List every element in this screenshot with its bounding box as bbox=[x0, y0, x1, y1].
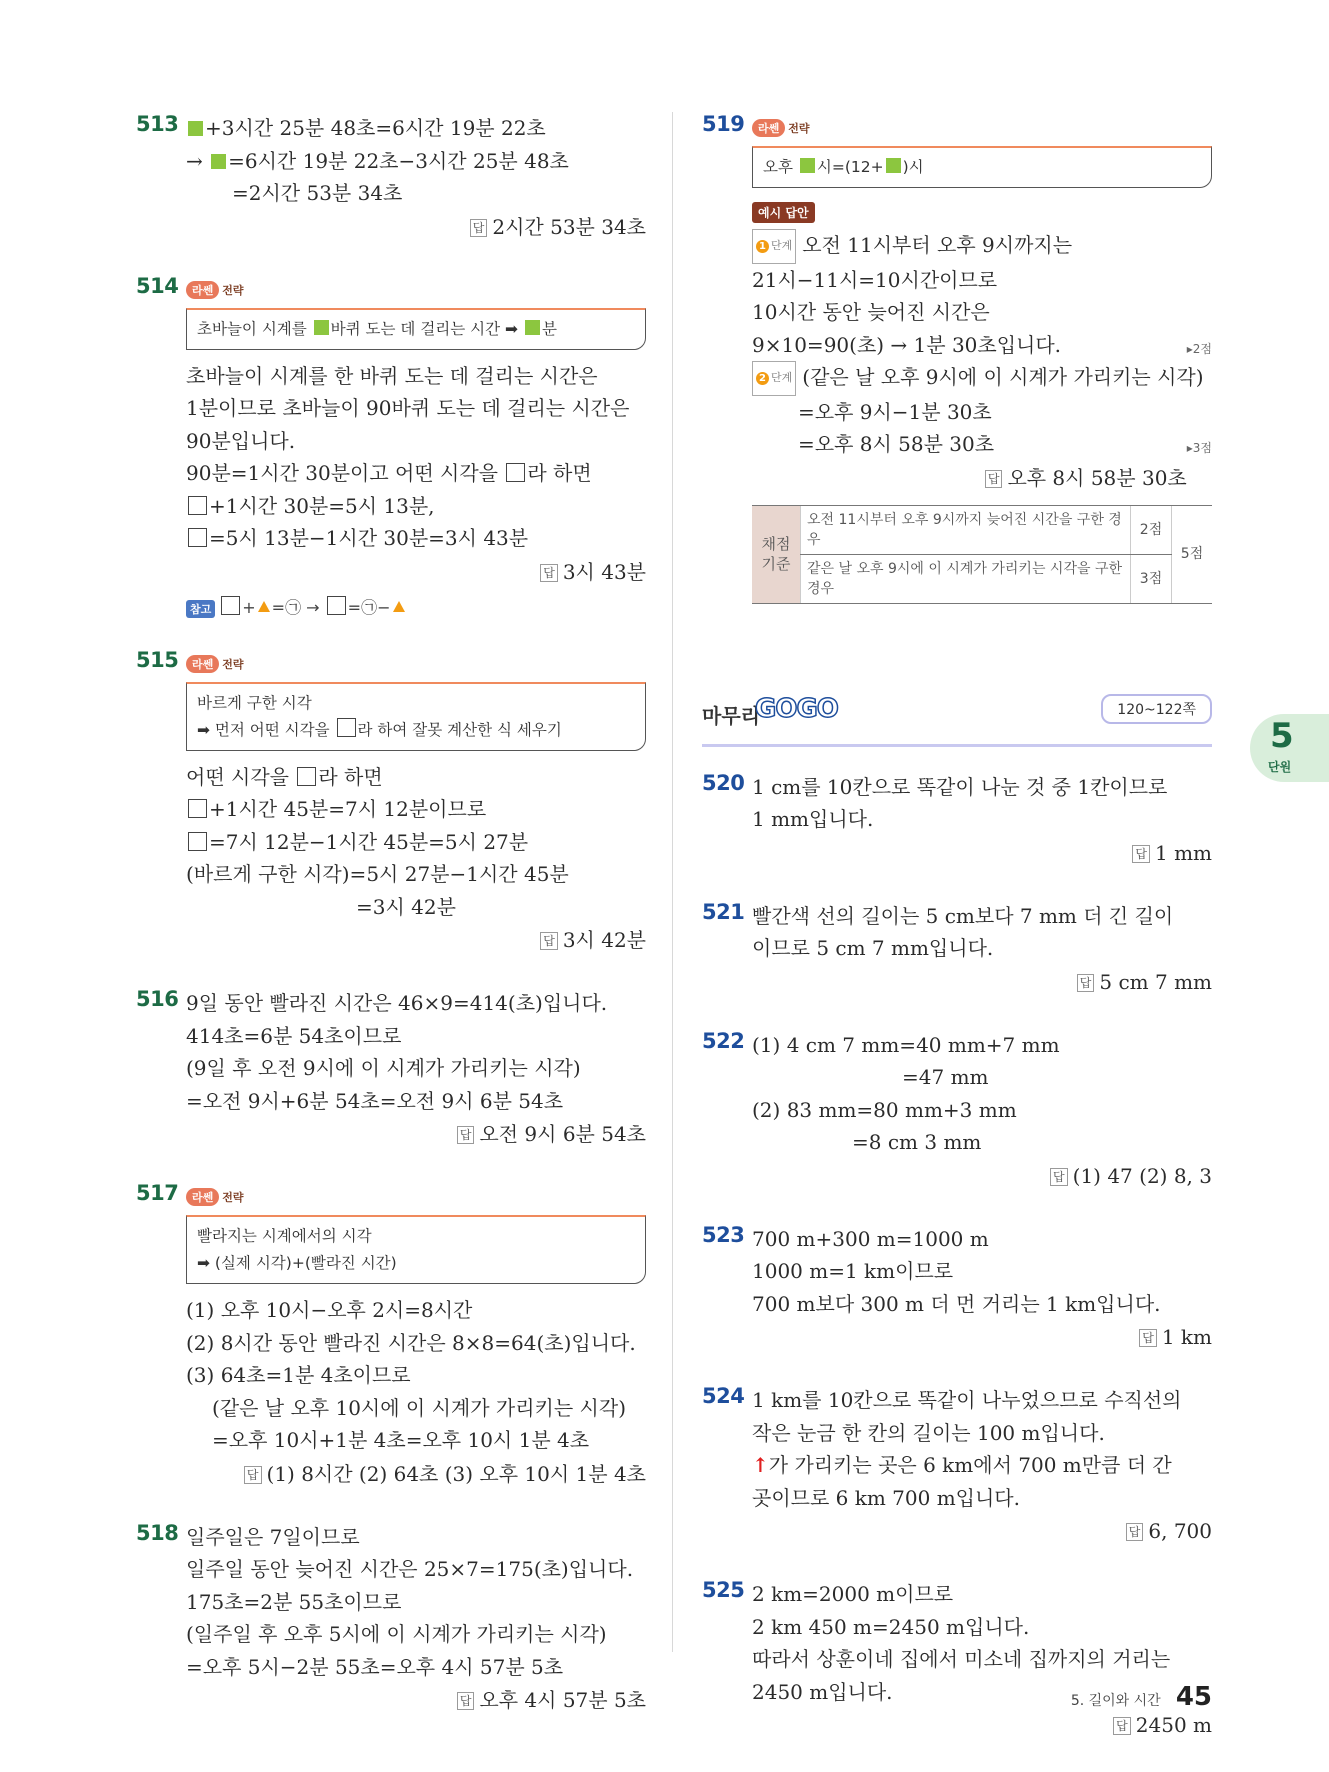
problem-518: 518 일주일은 7일이므로 일주일 동안 늦어진 시간은 25×7=175(초)입니다. 175초=2분 55초이므로 (일주일 후 오후 5시에 이 시계가 가리키는 시각) =오후 5시−2분 55초=오후 4시 57분 5초 답 오후 4시 57분 5초 bbox=[136, 1521, 646, 1718]
problem-525: 525 2 km=2000 m이므로 2 km 450 m=2450 m입니다. 따라서 상훈이네 집에서 미소네 집까지의 거리는 2450 m입니다. 답 2450 m bbox=[702, 1578, 1212, 1742]
strategy-box: 빨라지는 시계에서의 시각 ➡ (실제 시각)+(빨라진 시간) bbox=[186, 1215, 646, 1284]
step-2-label: 2 단계 bbox=[752, 361, 796, 396]
chapter-tab-number: 5 bbox=[1270, 716, 1294, 756]
gogo-logo: GOGO bbox=[755, 693, 838, 724]
answer: 답 3시 42분 bbox=[186, 923, 646, 957]
strategy-badge: 라쎈 bbox=[186, 281, 219, 299]
green-square-icon bbox=[525, 320, 540, 335]
answer: 답 6, 700 bbox=[752, 1514, 1212, 1548]
problem-513: 513 +3시간 25분 48초=6시간 19분 22초 → =6시간 19분 22초−3시간 25분 48초 =2시간 53분 34초 답 2시간 53분 34초 bbox=[136, 112, 646, 244]
answer: 답 3시 43분 bbox=[186, 555, 646, 589]
page-footer bbox=[1071, 1682, 1212, 1712]
scoring-header: 채점 기준 bbox=[752, 505, 801, 603]
answer: 답 (1) 47 (2) 8, 3 bbox=[752, 1159, 1212, 1193]
strategy-badge: 라쎈 bbox=[186, 655, 219, 673]
answer: 답 1 km bbox=[752, 1320, 1212, 1354]
problem-number: 517 bbox=[136, 1181, 179, 1205]
green-square-icon bbox=[188, 121, 203, 136]
problem-number: 513 bbox=[136, 112, 179, 136]
triangle-icon bbox=[393, 601, 405, 612]
problem-520: 520 1 cm를 10칸으로 똑같이 나눈 것 중 1칸이므로 1 mm입니다. 답 1 mm bbox=[702, 771, 1212, 870]
strategy-badge: 라쎈 bbox=[752, 119, 785, 137]
red-arrow-icon: ↑ bbox=[752, 1453, 769, 1477]
blank-box-icon bbox=[188, 528, 207, 547]
blank-box-icon bbox=[506, 463, 525, 482]
step-1-label: 1 단계 bbox=[752, 229, 796, 264]
strategy-box: 바르게 구한 시각 ➡ 먼저 어떤 시각을 라 하여 잘못 계산한 식 세우기 bbox=[186, 682, 646, 751]
page-range: 120~122쪽 bbox=[1101, 694, 1212, 724]
chapter-tab-label: 단원 bbox=[1268, 760, 1292, 774]
column-divider bbox=[672, 112, 673, 1652]
problem-514: 514 라쎈 전략 초바늘이 시계를 바퀴 도는 데 걸리는 시간 ➡ 분 초바늘이 시계를 한 바퀴 도는 데 걸리는 시간은 1분이므로 초바늘이 90바퀴 도는 데 걸리는 시간은 90분입니다. 90분=1시간 30분이고 어떤 시각을 라 하면 +1시간 30분=5시 13분, =5시 13분−1시간 30분=3시 43분 답 3시 43분 참고 + =㉠ → =㉠− bbox=[136, 273, 646, 617]
left-column bbox=[136, 112, 646, 1747]
problem-number: 518 bbox=[136, 1520, 179, 1545]
scoring-table: 채점 기준 오전 11시부터 오후 9시까지 늦어진 시간을 구한 경우 2점 5점 같은 날 오후 9시에 이 시계가 가리키는 시각을 구한 경우 3점 bbox=[752, 505, 1212, 604]
page-number: 45 bbox=[1175, 1682, 1212, 1712]
strategy-badge: 라쎈 bbox=[186, 1188, 219, 1206]
problem-517: 517 라쎈 전략 빨라지는 시계에서의 시각 ➡ (실제 시각)+(빨라진 시간) (1) 오후 10시−오후 2시=8시간 (2) 8시간 동안 빨라진 시간은 8×8=64(초)입니다. (3) 64초=1분 4초이므로 (같은 날 오후 10시에 이 시계가 가리키는 시각) =오후 10시+1분 4초=오후 10시 1분 4초 답 (1) 8시간 (2) 64초 (3) 오후 10시 1분 4초 bbox=[136, 1181, 646, 1491]
answer: 답 오전 9시 6분 54초 bbox=[186, 1117, 646, 1151]
problem-521: 521 빨간색 선의 길이는 5 cm보다 7 mm 더 긴 길이 이므로 5 cm 7 mm입니다. 답 5 cm 7 mm bbox=[702, 900, 1212, 999]
review-section-header bbox=[702, 688, 1212, 747]
blank-box-icon bbox=[221, 596, 240, 615]
problem-515: 515 라쎈 전략 바르게 구한 시각 ➡ 먼저 어떤 시각을 라 하여 잘못 계산한 식 세우기 어떤 시각을 라 하면 +1시간 45분=7시 12분이므로 =7시 12분−1시간 45분=5시 27분 (바르게 구한 시각)=5시 27분−1시간 45분 =3시 42분 답 3시 42분 bbox=[136, 648, 646, 958]
chapter-tab bbox=[1250, 714, 1329, 782]
scoring-row-2: 같은 날 오후 9시에 이 시계가 가리키는 시각을 구한 경우 bbox=[801, 554, 1131, 603]
review-title: 마무리 bbox=[702, 703, 760, 728]
green-square-icon bbox=[314, 320, 329, 335]
problem-number: 519 bbox=[702, 112, 745, 136]
problem-number: 521 bbox=[702, 899, 745, 924]
problem-number: 515 bbox=[136, 647, 179, 672]
scoring-row-1: 오전 11시부터 오후 9시까지 늦어진 시간을 구한 경우 bbox=[801, 505, 1131, 554]
reference-note: 참고 + =㉠ → =㉠− bbox=[186, 595, 646, 618]
problem-524: 524 1 km를 10칸으로 똑같이 나누었으므로 수직선의 작은 눈금 한 칸의 길이는 100 m입니다. ↑가 가리키는 곳은 6 km에서 700 m만큼 더 간 곳이므로 6 km 700 m입니다. 답 6, 700 bbox=[702, 1384, 1212, 1548]
blank-box-icon bbox=[188, 832, 207, 851]
problem-number: 523 bbox=[702, 1222, 745, 1247]
answer: 답 2450 m bbox=[752, 1708, 1212, 1742]
strategy-box: 초바늘이 시계를 바퀴 도는 데 걸리는 시간 ➡ 분 bbox=[186, 308, 646, 350]
blank-box-icon bbox=[297, 767, 316, 786]
points-label: ▸3점 bbox=[1186, 441, 1212, 455]
problem-522: 522 (1) 4 cm 7 mm=40 mm+7 mm =47 mm (2) 83 mm=80 mm+3 mm =8 cm 3 mm 답 (1) 47 (2) 8, 3 bbox=[702, 1029, 1212, 1193]
answer: 답 오후 8시 58분 30초 bbox=[752, 461, 1212, 495]
blank-box-icon bbox=[188, 496, 207, 515]
problem-number: 514 bbox=[136, 273, 179, 298]
answer: 답 (1) 8시간 (2) 64초 (3) 오후 10시 1분 4초 bbox=[186, 1457, 646, 1491]
answer: 답 오후 4시 57분 5초 bbox=[186, 1683, 646, 1717]
green-square-icon bbox=[886, 158, 901, 173]
triangle-icon bbox=[258, 601, 270, 612]
problem-number: 525 bbox=[702, 1578, 745, 1602]
blank-box-icon bbox=[327, 596, 346, 615]
strategy-box: 오후 시=(12+ )시 bbox=[752, 146, 1212, 188]
green-square-icon bbox=[211, 154, 226, 169]
answer: 답 1 mm bbox=[752, 836, 1212, 870]
green-square-icon bbox=[800, 158, 815, 173]
answer: 답 2시간 53분 34초 bbox=[186, 210, 646, 244]
problem-519: 519 라쎈 전략 오후 시=(12+ )시 예시 답안 1 단계 오전 11시부터 오후 9시까지는 21시−11시=10시간이므로 10시간 동안 늦어진 시간은 9×10=90(초) → 1분 30초입니다. ▸2점 2 단계 (같은 날 오후 9시에 이 시계가 가리키는 시각) =오후 9시−1분 30초 =오후 8시 58분 30초 ▸3점 답 오후 8시 58분 30초 채점 기준 오전 11시부터 오후 9시까지 늦어진 시간을 구한 경우 2점 5점 같은 날 오후 9시에 이 시계가 가리키는 시각을 구한 경우 3점 bbox=[702, 112, 1212, 604]
blank-box-icon bbox=[337, 718, 356, 737]
problem-523: 523 700 m+300 m=1000 m 1000 m=1 km이므로 700 m보다 300 m 더 먼 거리는 1 km입니다. 답 1 km bbox=[702, 1223, 1212, 1355]
scoring-total: 5점 bbox=[1172, 505, 1213, 603]
right-column bbox=[702, 112, 1212, 1772]
points-label: ▸2점 bbox=[1186, 341, 1212, 356]
problem-number: 520 bbox=[702, 770, 745, 795]
problem-number: 522 bbox=[702, 1028, 745, 1053]
example-answer-badge: 예시 답안 bbox=[752, 202, 815, 223]
problem-number: 516 bbox=[136, 987, 179, 1011]
blank-box-icon bbox=[188, 799, 207, 818]
problem-516: 516 9일 동안 빨라진 시간은 46×9=414(초)입니다. 414초=6분 54초이므로 (9일 후 오전 9시에 이 시계가 가리키는 시각) =오전 9시+6분 54초=오전 9시 6분 54초 답 오전 9시 6분 54초 bbox=[136, 987, 646, 1151]
chapter-title: 5. 길이와 시간 bbox=[1070, 1693, 1161, 1709]
answer: 답 5 cm 7 mm bbox=[752, 965, 1212, 999]
problem-number: 524 bbox=[702, 1384, 745, 1408]
